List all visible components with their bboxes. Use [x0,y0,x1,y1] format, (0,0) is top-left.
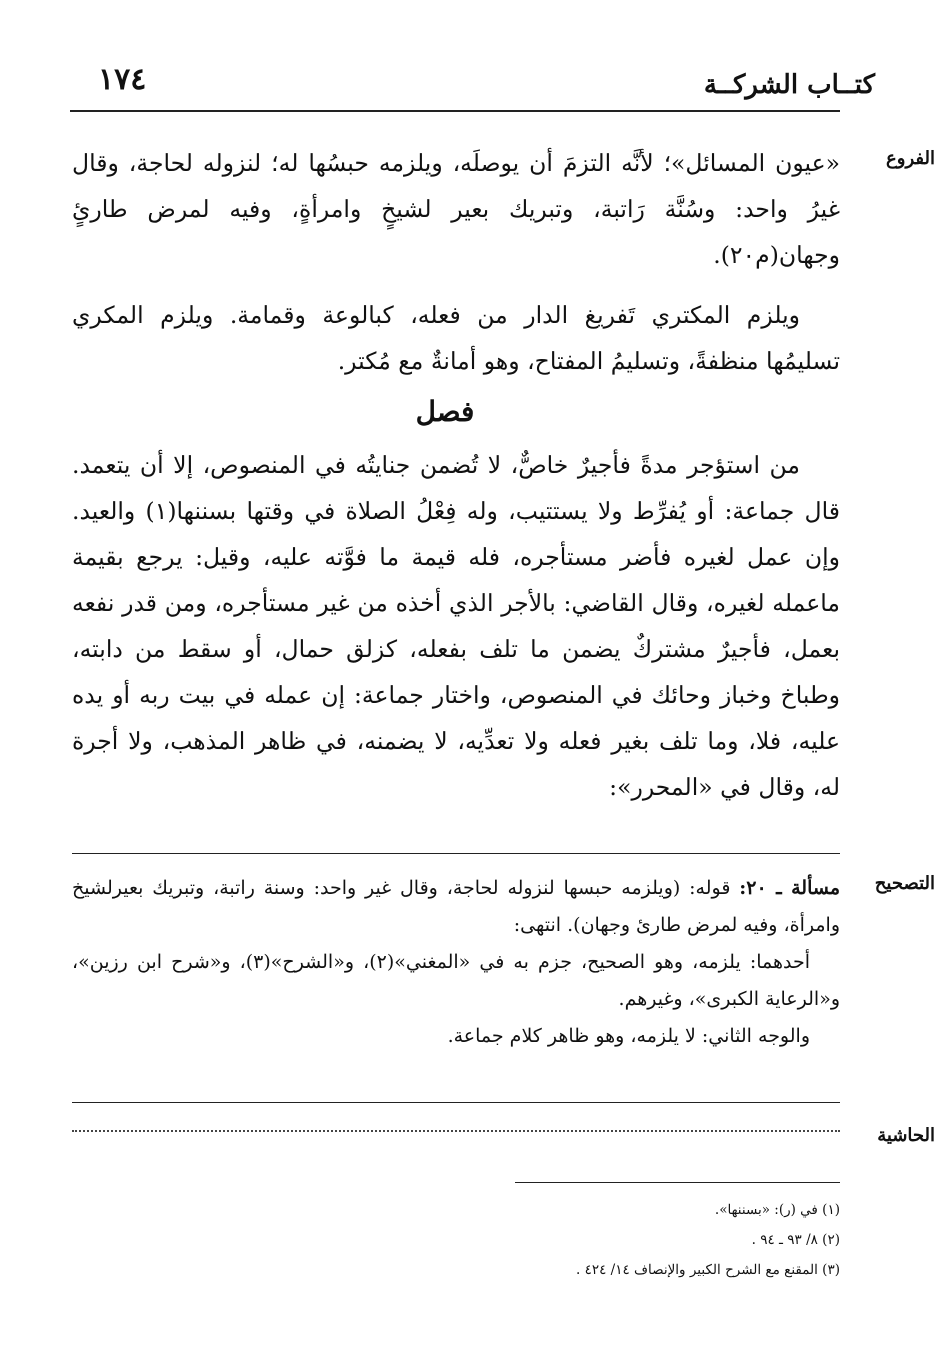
running-header-title: كتــاب الشركــة [703,70,875,100]
main-text-block-3 [72,442,840,810]
correction-block [72,870,840,1055]
footnote-rule [515,1182,840,1183]
footnote-1: (١) في (ر): «بسننها». [714,1202,840,1218]
correction-paragraph-3: والوجه الثاني: لا يلزمه، وهو ظاهر كلام جماعة. [447,1025,810,1047]
hashiya-dotted-line [72,1130,840,1132]
section-divider-2 [72,1102,840,1103]
correction-lead: مسألة ـ ٢٠: [739,877,841,899]
section-heading: فصل [415,395,475,428]
margin-label-furu: الفروع [886,148,935,169]
correction-paragraph-2: أحدهما: يلزمه، وهو الصحيح، جزم به في «المغني»(٢)، و«الشرح»(٣)، و«شرح ابن رزين»، و«الرعاية الكبرى»، وغيرهم. [72,951,840,1010]
header-rule [70,110,840,112]
paragraph-1: «عيون المسائل»؛ لأنَّه التزمَ أن يوصلَه، ويلزمه حبسُها له؛ لنزوله لحاجة، وقال غيرُ واحد: وسُنَّة رَاتبة، وتبريك بعير لشيخٍ وامرأةٍ، وفيه لمرض طارئٍ وجهان(م٢٠). [72,149,840,269]
paragraph-2: ويلزم المكتري تَفريغ الدار من فعله، كبالوعة وقمامة. ويلزم المكري تسليمُها منظفةً، وتسليمُ المفتاح، وهو أمانةٌ مع مُكتر. [72,301,840,375]
section-divider [72,853,840,854]
footnote-3: (٣) المقنع مع الشرح الكبير والإنصاف ١٤/ ٤٢٤ . [576,1262,840,1278]
main-text-block-2 [72,292,840,384]
page-number: ١٧٤ [98,62,147,97]
margin-label-hashiya: الحاشية [877,1125,935,1146]
main-text-block [72,140,840,278]
margin-label-tashih: التصحيح [874,873,935,894]
correction-paragraph-1: قوله: (ويلزمه حبسها لنزوله لحاجة، وقال غير واحد: وسنة راتبة، وتبريك بعيرلشيخ وامرأة، وفيه لمرض طارئ وجهان). انتهى: [72,877,840,936]
footnote-2: (٢) ٨/ ٩٣ ـ ٩٤ . [751,1232,840,1248]
paragraph-3: من استؤجر مدةً فأجيرٌ خاصٌّ، لا تُضمن جنايتُه في المنصوص، إلا أن يتعمد. قال جماعة: أو يُفرِّط ولا يستتيب، وله فِعْلُ الصلاة في وقتها بسننها(١) والعيد. وإن عمل لغيره فأضر مستأجره، فله قيمة ما فوَّته عليه، وقيل: يرجع بقيمة ماعمله لغيره، وقال القاضي: بالأجر الذي أخذه من غير مستأجره، ومن قدر نفعه بعمل، فأجيرٌ مشتركٌ يضمن ما تلف بفعله، كزلق حمال، أو سقط من دابته، وطباخ وخباز وحائك في المنصوص، واختار جماعة: إن عمله في بيت ربه أو يده عليه، فلا، وما تلف بغير فعله ولا تعدِّيه، لا يضمنه، في ظاهر المذهب، ولا أجرة له، وقال في «المحرر»: [72,451,840,801]
